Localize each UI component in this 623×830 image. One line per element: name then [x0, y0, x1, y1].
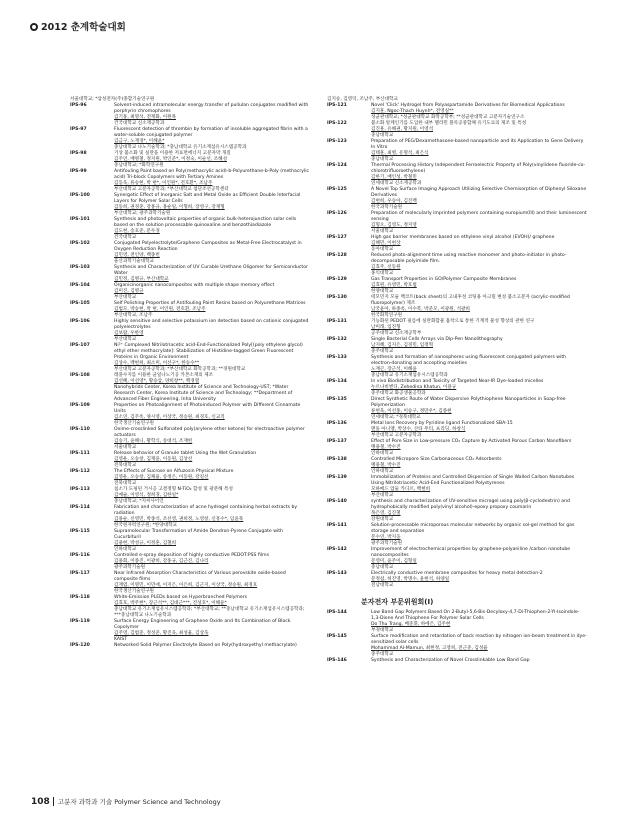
- abstract-entry: [327, 103, 587, 121]
- right-column: [327, 97, 587, 664]
- entry-id: IPS-100: [70, 193, 90, 198]
- entry-id: IPS-99: [70, 169, 87, 174]
- entry-authors: 김보람, 우한영: [114, 331, 144, 336]
- abstract-entry: [327, 211, 587, 235]
- entry-authors: 목은영, 김진철: [371, 511, 401, 516]
- entry-authors: 김현희, 우승아, 김진백: [371, 199, 417, 204]
- entry-id: IPS-144: [327, 610, 347, 615]
- entry-title: Metal Ions Recovery by Pyridine ligand Functionalized SBA-15: [371, 421, 513, 426]
- entry-title: Synthesis and Characterization of UV Curable Urethane Oligomer for Semiconductor Water: [114, 265, 308, 276]
- entry-title: 불소화 알케인기를 도입한 내부 멜라민 블록공중합체 유기도료의 제조 및 특성: [371, 121, 527, 126]
- entry-affiliation: 부산대학교 고분자공학과: [371, 433, 422, 438]
- entry-title: Self Polishing Properties of Antifouling Paint Resins based on Polyurethane Matrices: [114, 301, 306, 306]
- abstract-entry: [327, 163, 587, 187]
- entry-authors: 김효원, 유영민, 박호범: [371, 283, 417, 288]
- entry-title: In vivo Biodistribution and Toxicity of Targeted Near-IR Dye-loaded micelles: [371, 379, 544, 384]
- entry-authors: 김영운, 오승창, 김재윤, 이동원, 김상선: [114, 457, 193, 462]
- entry-title: The Effects of Sucrose on Alfuzosin Physical Mixture: [114, 469, 234, 474]
- entry-affiliation: 전남대학교: [371, 583, 394, 588]
- left-column: [70, 97, 310, 649]
- entry-id: IPS-141: [327, 523, 347, 528]
- entry-title: Controlled Micropore Size Carbonaceous CO₂ Adsorbents: [371, 457, 502, 462]
- entry-id: IPS-128: [327, 253, 347, 258]
- entry-id: IPS-109: [70, 403, 90, 408]
- entry-title: Surface modification and retardation of back reaction by nitrogen ion-beam treatment in dye-sensitized solar cells: [371, 634, 587, 645]
- entry-title: Solution-processable microporous molecular networks by organic sol-gel method for gas storage and separation: [371, 523, 575, 534]
- abstract-entry: [70, 283, 310, 301]
- entry-affiliation: 부경대학교: [371, 628, 394, 633]
- entry-title: Gas Transport Properties in GO/Polymer Composite Membranes: [371, 277, 517, 282]
- entry-id: IPS-145: [327, 634, 347, 639]
- entry-authors: 김승기, 윤해니, 황학식, 송대석, 조재헌: [114, 439, 193, 444]
- entry-authors: 남미래, 임진형: [371, 325, 401, 330]
- entry-affiliation: 전북대학교: [114, 481, 137, 486]
- entry-affiliation: 한양대학교: [371, 289, 394, 294]
- abstract-entry: [327, 547, 587, 571]
- entry-affiliation: 광주과학기술원: [114, 565, 146, 570]
- entry-authors: 맨돌 아니엘, 박상수, 산타 무티, 프리딩, 하창식: [371, 427, 466, 432]
- entry-authors: 김진훈, 유해권, 황지원, 이영석: [371, 127, 434, 132]
- entry-authors: 김미진, 김병규: [114, 289, 144, 294]
- entry-affiliation: 건국대학교: [114, 235, 137, 240]
- entry-id: IPS-117: [70, 571, 90, 576]
- entry-id: IPS-137: [327, 439, 347, 444]
- entry-id: IPS-125: [327, 187, 347, 192]
- entry-authors: 김기홍, 최명석, 전재화, 이원목: [114, 115, 177, 120]
- entry-id: IPS-97: [70, 127, 87, 132]
- abstract-entry: [327, 571, 587, 589]
- abstract-entry: [327, 355, 587, 379]
- entry-id: IPS-120: [70, 643, 90, 648]
- header-title: 2012 춘계학술대회: [41, 22, 126, 33]
- entry-affiliation: 광주과학기술원: [371, 541, 403, 546]
- entry-authors: 누르나비엔디, Zehedina Khatun, 이용규: [371, 385, 457, 390]
- abstract-entry: [70, 427, 310, 451]
- entry-affiliation: 홍익대학교: [371, 271, 394, 276]
- entry-affiliation: 서울대학교: [371, 229, 394, 234]
- entry-affiliation: 부산대학교: [371, 493, 394, 498]
- entry-id: IPS-133: [327, 355, 347, 360]
- entry-title: 침소가 도핑된 거시공 고결정형 N-TiO₂ 합성 및 광분해 특성: [114, 487, 233, 492]
- entry-title: Oxime-crosslinked Sulfonated poly(arylene ether ketone) for electroactive polymer actuators: [114, 427, 305, 438]
- entry-authors: 남지혜, 김지은, 김경민, 임정혁: [371, 343, 434, 348]
- entry-authors: 김주영, 김범준, 정성준, 황진욱, 최성율, 김상욱: [114, 631, 209, 636]
- entry-id: IPS-127: [327, 235, 347, 240]
- entry-id: IPS-96: [70, 103, 87, 108]
- entry-title: Solvent-induced intramolecular energy transfer of pullulan conjugates modified with porphyrin chromophores: [114, 103, 309, 114]
- entry-title: Novel 'Click' Hydrogel from Polyaspartamide Derivatives for Biomedical Applications: [371, 103, 565, 108]
- entry-authors: 김민영, 전인양, 백종빈: [114, 253, 160, 258]
- entry-authors: 김주연, 배병철, 정지원, 박인준*, 이정숙, 이순선, 조해성: [114, 157, 228, 162]
- entry-authors: 모하메드 압둘 카디르, 백현희: [371, 487, 431, 492]
- abstract-entry: [70, 193, 310, 217]
- entry-title: Supramolecular Transformation of Amide Dendron-Pyrene Conjugate with Cucurbituril: [114, 529, 283, 540]
- abstract-entry: [327, 523, 587, 547]
- entry-affiliation: 충남대학교 유기소재섬유시스템공학과; *부산대학교; **충남대학교 유기소재섬유시스템공학과; ***충남대학교 나노기술학과: [114, 607, 305, 618]
- entry-title: White-Emission PLEDs based on Hyperbranched Polymers: [114, 595, 248, 600]
- entry-affiliation: 강원대학교: [371, 517, 394, 522]
- entry-affiliation: 울산과학기술대학교: [114, 259, 154, 264]
- entry-id: IPS-132: [327, 337, 347, 342]
- entry-authors: 김예슬, 이영석, 정희경, 김한일*: [114, 493, 179, 498]
- abstract-entry: [327, 235, 587, 253]
- entry-authors: 김소연, 김주옥, 양시영, 이상국, 정승원, 최경호, 신교직: [114, 415, 225, 420]
- entry-affiliation: 부산대학교 고분자공학과; *부산대학교 화학공학과; **경원대학교: [114, 367, 246, 372]
- entry-id: IPS-102: [70, 241, 90, 246]
- entry-affiliation: 부산대학교: [114, 337, 137, 342]
- entry-authors: 김민정, 김병규, 부산대학교: [114, 277, 169, 282]
- abstract-entry: [70, 169, 310, 193]
- entry-authors: 맹용철, 박수진: [371, 445, 401, 450]
- entry-affiliation: 전북대학교: [114, 463, 137, 468]
- left-intro: 서울대학교; *삼성전자(주)종합기술연구원: [70, 97, 155, 102]
- journal-name: 고분자 과학과 기술 Polymer Science and Technology: [57, 798, 221, 806]
- entry-title: Antifouling Paint based on Poly(methacrylic acid)-b-Polyurethane-b-Poly (methacrylic acid) Tri-block Copolymers with Tertiary Amines: [114, 169, 310, 180]
- entry-authors: 김형오, 김영도, 정지영: [371, 223, 417, 228]
- entry-affiliation: 서울대학교: [114, 445, 137, 450]
- abstract-entry: [70, 553, 310, 571]
- abstract-entry: [70, 265, 310, 283]
- entry-title: A Novel Top Surface Imaging Approach Utilizing Selective Chemisorption of Diphenyl Siloxane Derivatives: [371, 187, 587, 198]
- abstract-entry: [70, 469, 310, 487]
- entry-authors: 김도현, 송호준, 문두경: [114, 229, 160, 234]
- abstract-entry: [70, 301, 310, 319]
- entry-id: IPS-140: [327, 499, 347, 504]
- entry-title: Electrically conductive membrane composites for heavy metal detection-2: [371, 571, 543, 576]
- entry-affiliation: 충남대학교: [371, 565, 394, 570]
- entry-authors: 김선혜, 이선영*, 황승삼, 양희창**, 백경열: [114, 379, 200, 384]
- entry-id: IPS-123: [327, 139, 347, 144]
- entry-title: 기능화된 PEDOT 필름에 실란화합물 흡착으로 통한 기계적 물성 향상의 관한 연구: [371, 319, 535, 324]
- page-footer: [31, 797, 221, 807]
- entry-id: IPS-107: [70, 343, 90, 348]
- abstract-entry: [70, 529, 310, 553]
- abstract-entry: [327, 658, 587, 664]
- entry-title: Highly sensitive and selective potassium ion detection based on cationic conjugated polyelectrolytes: [114, 319, 309, 330]
- abstract-entry: [327, 499, 587, 523]
- abstract-entry: [327, 337, 587, 355]
- entry-title: Surface Energy Engineering of Graphene Oxide and Its Combination of Block Copolymer: [114, 619, 291, 630]
- entry-title: 테모민지 모듈 백코트(back sheet)의 고내후성 코팅용 아크릴 변성 불소고분자 (acrylic-modified fluoropolymer) 제조: [371, 295, 570, 306]
- abstract-entry: [70, 319, 310, 343]
- entry-authors: 김한기, 배인성, 박철민: [371, 175, 417, 180]
- entry-affiliation: 부산대학교: [114, 295, 137, 300]
- entry-title: Conjugated Polyelectrolyte/Graphene Composites as Metal-Free Electrocatalyst in Oxygen Reduction Reaction: [114, 241, 302, 252]
- entry-title: Reduced photo-alignment time using reactive monomer and photo-initiator in photo-decomposable polyimide film.: [371, 253, 567, 264]
- entry-title: Improvement of electrochemical properties by graphene-polyaniline /carbon nanotube nanocomposites: [371, 547, 571, 558]
- entry-title: Release behavior of Granule tablet Using the Wet Granulation: [114, 451, 257, 456]
- entry-affiliation: 성균관대학교; *성균관대학교 화학공학부; **성균관대학교 고분자기술연구소: [371, 115, 525, 120]
- entry-affiliation: 충남대학교: [371, 133, 394, 138]
- entry-authors: 남궁윤아, 하종옥, 이수복, 박준모, 이광원, 석광희: [371, 307, 470, 312]
- entry-id: IPS-103: [70, 265, 90, 270]
- entry-id: IPS-138: [327, 457, 347, 462]
- abstract-entry: [327, 187, 587, 211]
- entry-authors: 김재엽, 이명민, 이민애, 이지은, 이은희, 김근지, 이상국, 정승원, 최경호: [114, 583, 258, 588]
- footer-divider: [53, 797, 54, 806]
- page-number: 108: [31, 797, 50, 807]
- entry-title: Fabrication and characterization of acne hydrogel containing herbal extracts by radiation: [114, 505, 298, 516]
- entry-affiliation: 인하대학교: [371, 451, 394, 456]
- entry-authors: 김용현, 박성규, 이정훈, 김철희: [114, 541, 177, 546]
- entry-id: IPS-122: [327, 121, 347, 126]
- entry-id: IPS-108: [70, 373, 90, 378]
- entry-id: IPS-105: [70, 301, 90, 306]
- entry-id: IPS-98: [70, 151, 87, 156]
- entry-title: Synthesis and Characterization of Novel Crosslinkable Low Band Gap: [371, 658, 530, 663]
- entry-title: Synergetic Effect of Inorganic Salt and Metal Oxide as Efficient Double Interfacial Layers for Polymer Solar Cells: [114, 193, 301, 204]
- entry-affiliation: 한국화학연구원: [371, 313, 403, 318]
- entry-affiliation: 연세대학교 신소재공학과: [371, 181, 422, 186]
- abstract-entry: [70, 373, 310, 403]
- abstract-entry: [70, 619, 310, 643]
- entry-affiliation: 충주대학교 화공생물공학과: [371, 391, 426, 396]
- entry-title: Synthesis and formation of nanospheres using fluorescent conjugated polymers with electron-donating and accepting moieties: [371, 355, 567, 366]
- abstract-entry: [327, 121, 587, 139]
- entry-authors: 류현육, 이선홍, 이승구, 정만우*, 김종현: [371, 409, 452, 414]
- entry-id: IPS-110: [70, 427, 90, 432]
- entry-id: IPS-101: [70, 217, 90, 222]
- entry-title: Controlled e-spray deposition of highly conductive PEDOT:PSS films: [114, 553, 269, 558]
- entry-authors: 문수연, 박지웅: [371, 535, 401, 540]
- entry-affiliation: 동아대학교: [371, 247, 394, 252]
- abstract-entry: [327, 139, 587, 163]
- entry-affiliation: 한국과학기술원: [371, 205, 403, 210]
- entry-title: Direct Synthetic Route of Water Dispersive Polythiophene Nanoparticles in Soap-free Polymerization: [371, 397, 566, 408]
- entry-affiliation: 인하대학교: [371, 469, 394, 474]
- entry-title: Preparation of PEG/Dexamethasone-based nanoparticle and its Application to Gene Delivery In Vitro: [371, 139, 584, 150]
- entry-title: Fluorescent detection of thrombin by formation of insoluble aggregated fibrin with a water-soluble conjugated polymer: [114, 127, 308, 138]
- abstract-entry: [70, 403, 310, 427]
- entry-authors: 김태훈, 최병, 유명석, 최은식: [371, 151, 429, 156]
- entry-affiliation: 부산대학교; 광주과학기술원: [114, 211, 171, 216]
- entry-title: Immobilization of Proteins and Controlled Dispersion of Single Walled Carbon Nanotubes Using Nitrilotriacetic Acid-End Functionalized Polystyrenes: [371, 475, 575, 486]
- entry-id: IPS-143: [327, 571, 347, 576]
- entry-affiliation: 공주대학교 신소재공학부: [371, 331, 422, 336]
- abstract-entry: [327, 457, 587, 475]
- entry-id: IPS-134: [327, 379, 347, 384]
- entry-authors: 김용회, 이종진, 이광희, 강홍규, 김근진, 김나리: [114, 559, 209, 564]
- abstract-entry: [70, 103, 310, 127]
- entry-affiliation: 충남대학교; *지씨사이언: [114, 499, 164, 504]
- entry-authors: 노재곤, 장근석, 이해윤: [371, 367, 417, 372]
- entry-id: IPS-131: [327, 319, 347, 324]
- abstract-entry: [327, 295, 587, 319]
- abstract-entry: [70, 595, 310, 619]
- entry-title: Near Infrared Absorption Characteristics of Various perovskite oxide-based composite films: [114, 571, 286, 582]
- entry-authors: 맹용철, 박수진: [371, 463, 401, 468]
- entry-id: IPS-139: [327, 475, 347, 480]
- abstract-entry: [70, 151, 310, 169]
- entry-id: IPS-116: [70, 553, 90, 558]
- entry-affiliation: 충남대학교 유기소재섬유시스템공학과: [371, 373, 448, 378]
- entry-title: 기상 불소화 및 실란을 이용한 저표면에너지 고분자막 개질: [114, 151, 231, 156]
- entry-title: 레플수지를 이용한 균일나노기공 카본소재의 제조: [114, 373, 214, 378]
- entry-id: IPS-130: [327, 295, 347, 300]
- abstract-entry: [327, 379, 587, 397]
- abstract-entry: [327, 439, 587, 457]
- entry-id: IPS-112: [70, 469, 90, 474]
- abstract-entry: [70, 343, 310, 373]
- circle-bullet-icon: [30, 23, 38, 31]
- entry-affiliation: 한국생산기술연구원: [114, 421, 154, 426]
- entry-id: IPS-124: [327, 163, 347, 168]
- entry-authors: Do Thu Trang, 배준휘, 하에은, 김주현: [371, 622, 451, 627]
- entry-affiliation: KAIST: [114, 637, 128, 642]
- entry-authors: 김효주, 신동원: [371, 265, 401, 270]
- entry-id: IPS-104: [70, 283, 90, 288]
- entry-affiliation: 충남대학교: [371, 157, 394, 162]
- entry-id: IPS-135: [327, 397, 347, 402]
- abstract-entry: [70, 217, 310, 241]
- entry-title: Effect of Pore Size in Low-pressure CO₂ Capture by Activated Porous Carbon Nanofibers: [371, 439, 572, 444]
- entry-affiliation: 한국생산기술연구원: [114, 589, 154, 594]
- entry-affiliation: 충주대학교: [371, 652, 394, 657]
- entry-title: Thermal Processing History Independent Ferroelectric Property of Poly(vinylidene fluoride-co-chlorotrifluoroethylene): [371, 163, 586, 174]
- entry-title: Synthesis and photovoltaic properties of organic bulk-heterojunction solar cells based on the solution processable quinoxaline and benzothiadiazole: [114, 217, 297, 228]
- entry-affiliation: 충남대학교; *화학연구원: [114, 163, 164, 168]
- entry-authors: 김지훈, Ngoc-Thach Huynh*, 전영실**: [371, 109, 454, 114]
- entry-id: IPS-126: [327, 211, 347, 216]
- abstract-entry: [327, 319, 587, 337]
- entry-authors: 김동욱, 류승현, 박 현*, 이인원*, 전호환*, 조남주: [114, 181, 213, 186]
- entry-authors: 김범모, 박승현, 박 현, 이인원, 전호환, 조남주: [114, 307, 206, 312]
- entry-id: IPS-118: [70, 595, 90, 600]
- abstract-entry: [70, 571, 310, 595]
- entry-title: Single Bacterial Cells Arrays via Dip-Pen Nanolithography: [371, 337, 503, 342]
- entry-affiliation: 인하대학교: [114, 547, 137, 552]
- entry-title: Ni²⁺ Complexed Nitrilotriacetic acid-End-Functionalized Poly[(poly ethylene glycol) ethyl ether methacrylate]: Stabilization of Histidine-tagged Green Fluorescent Proteins in Organic Environment: [114, 343, 303, 360]
- entry-id: IPS-111: [70, 451, 90, 456]
- entry-affiliation: 연세대학교; *경북대학교: [371, 415, 421, 420]
- entry-id: IPS-106: [70, 319, 90, 324]
- entry-id: IPS-113: [70, 487, 90, 492]
- entry-affiliation: 충주대학교: [371, 349, 394, 354]
- entry-title: Low Band Gap Polymers Based On 2-Butyl-5,6-Bis-Decyloxy-4,7-Di-Thiophen-2-Yl-Isoindole-1,3-Dione And Thiophene For Polymer Solar Cells: [371, 610, 580, 621]
- entry-affiliation: 건국대학교 신소재공학과: [114, 121, 165, 126]
- entry-id: IPS-121: [327, 103, 347, 108]
- abstract-entry: [70, 505, 310, 529]
- abstract-entry: [70, 127, 310, 151]
- abstract-entry: [70, 643, 310, 649]
- entry-affiliation: 부산대학교 고분자공학과; *부산대학교 첨단조선공학센터: [114, 187, 229, 192]
- abstract-entry: [327, 277, 587, 295]
- entry-authors: 김영운, 오승창, 김채율, 송정은, 이동원, 강길선: [114, 475, 209, 480]
- entry-title: Preparation of molecularly imprinted polymers containing europium(III) and their luminescent sensing: [371, 211, 587, 222]
- entry-affiliation: 부산대학교, 조남주: [114, 313, 153, 318]
- entry-id: IPS-119: [70, 619, 90, 624]
- entry-affiliation: 한국원자력연구원; *한양대학교: [114, 523, 177, 528]
- entry-title: High gas barrier membranes based on ethylene vinyl alcohol (EVOH)/ graphene: [371, 235, 555, 240]
- section-title: 분자전자 부문위원회(I): [361, 598, 434, 606]
- abstract-entry: [327, 421, 587, 439]
- entry-authors: 김용순, 신영민, 박종석, 조선영, 권희정, 노영창, 신흥수*, 임윤묵: [114, 517, 244, 522]
- entry-authors: 문영미, 윤주이, 김형일: [371, 559, 417, 564]
- entry-title: Networked Solid Polymer Electrolyte Based on Poly(hydroxyethyl methacrylate): [114, 643, 297, 648]
- page-header: [30, 19, 126, 33]
- entry-title: Properties on Photoalignment of Photoinduced Polymer with Different Cinnamate Units: [114, 403, 301, 414]
- entry-id: IPS-129: [327, 277, 347, 282]
- entry-authors: 김금구, 노재경*, 이해윤*: [114, 139, 165, 144]
- entry-authors: 김상수, 백현희, 최소미, 이선구*, 한승수**: [114, 361, 200, 366]
- entry-title: Organicinorganic nanocomposites with multiple shape memory effect: [114, 283, 275, 288]
- entry-affiliation: Nanohybrids Center, Korea Institute of Science and Technology-UST; *Water Research Center, Korea Institute of Science and Technology; **Department of Advanced Fiber Engineering, Inha University: [114, 385, 293, 402]
- abstract-entry: [70, 451, 310, 469]
- abstract-entry: [70, 487, 310, 505]
- entry-authors: Mohammad Al-Mamun, 최현정, 고영희, 전근준, 김성율: [371, 646, 488, 651]
- abstract-entry: [327, 634, 587, 658]
- abstract-entry: [327, 253, 587, 277]
- entry-title: synthesis and characterization of UV-sensitive microgel using poly(β-cyclodextrin) and hydrophobically modified poly(vinyl alcohol)-epoxy propoxy coumarin: [371, 499, 570, 510]
- entry-id: IPS-114: [70, 505, 90, 510]
- entry-id: IPS-136: [327, 421, 347, 426]
- entry-authors: 김동희, 권경준, 강홍규, 홍순일, 이형희, 장영구, 강재형: [114, 205, 225, 210]
- entry-id: IPS-142: [327, 547, 347, 552]
- entry-authors: 문정섭, 허진영, 박명수, 윤현석, 하양일: [371, 577, 450, 582]
- entry-id: IPS-115: [70, 529, 90, 534]
- right-intro: 김지승, 김영덕, 조남주, 부산대학교: [327, 97, 398, 102]
- entry-id: IPS-146: [327, 658, 347, 663]
- abstract-entry: [327, 475, 587, 499]
- abstract-entry: [70, 241, 310, 265]
- abstract-entry: [327, 397, 587, 421]
- abstract-entry: [327, 610, 587, 634]
- entry-authors: 김혜민, 이현상: [371, 241, 401, 246]
- entry-affiliation: 충남대학교 나노기술학과; *충남대학교 유기소재섬유시스템공학과: [114, 145, 247, 150]
- entry-authors: 김효호, 박주현*, 장근석**, 김대근***, 진성호*, 이해윤*: [114, 601, 227, 606]
